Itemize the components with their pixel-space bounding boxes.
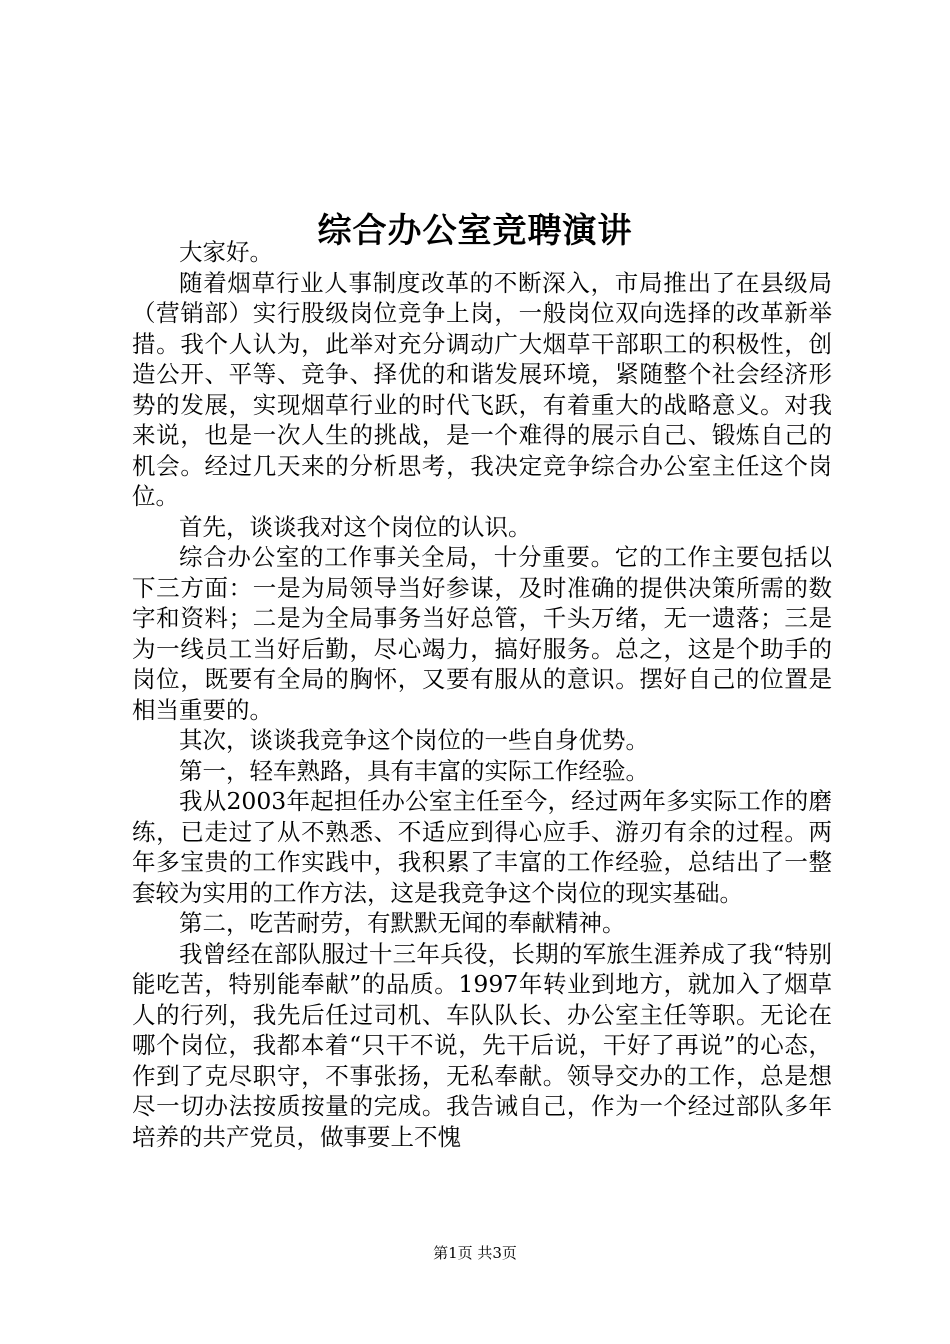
paragraph-advantage-one-detail: 我从2003年起担任办公室主任至今，经过两年多实际工作的磨练，已走过了从不熟悉、不适应到得心应手、游刃有余的过程。两年多宝贵的工作实践中，我积累了丰富的工作经验，总结出了一整套较为实用的工作方法，这是我竞争这个岗位的现实基础。 [132,787,832,907]
paragraph-section-advantages: 其次，谈谈我竞争这个岗位的一些自身优势。 [179,726,649,754]
paragraph-office-duties: 综合办公室的工作事关全局，十分重要。它的工作主要包括以下三方面：一是为局领导当好参谋，及时准确的提供决策所需的数字和资料；二是为全局事务当好总管，千头万绪，无一遗落；三是为一线员工当好后勤，尽心竭力，搞好服务。总之，这是个助手的岗位，既要有全局的胸怀，又要有服从的意识。摆好自己的位置是相当重要的。 [132,543,832,724]
document-title: 综合办公室竞聘演讲 [317,210,633,251]
paragraph-advantage-two-detail: 我曾经在部队服过十三年兵役，长期的军旅生涯养成了我“特别能吃苦，特别能奉献”的品质。1997年转业到地方，就加入了烟草人的行列，我先后任过司机、车队队长、办公室主任等职。无论在哪个岗位，我都本着“只干不说，先干后说，干好了再说”的心态，作到了克尽职守，不事张扬，无私奉献。领导交办的工作，总是想尽一切办法按质按量的完成。我告诫自己，作为一个经过部队多年培养的共产党员，做事要上不愧 [132,939,832,1151]
page-number-footer: 第1页 共3页 [433,1244,517,1262]
paragraph-greeting: 大家好。 [179,238,273,266]
paragraph-section-understanding: 首先，谈谈我对这个岗位的认识。 [179,512,532,541]
paragraph-introduction: 随着烟草行业人事制度改革的不断深入，市局推出了在县级局（营销部）实行股级岗位竞争上岗，一般岗位双向选择的改革新举措。我个人认为，此举对充分调动广大烟草干部职工的积极性，创造公开、平等、竞争、择优的和谐发展环境，紧随整个社会经济形势的发展，实现烟草行业的时代飞跃，有着重大的战略意义。对我来说，也是一次人生的挑战，是一个难得的展示自己、锻炼自己的机会。经过几天来的分析思考，我决定竞争综合办公室主任这个岗位。 [132,268,832,510]
paragraph-advantage-one-heading: 第一，轻车熟路，具有丰富的实际工作经验。 [179,756,649,785]
paragraph-advantage-two-heading: 第二，吃苦耐劳，有默默无闻的奉献精神。 [179,909,626,937]
document-body [132,237,832,1152]
